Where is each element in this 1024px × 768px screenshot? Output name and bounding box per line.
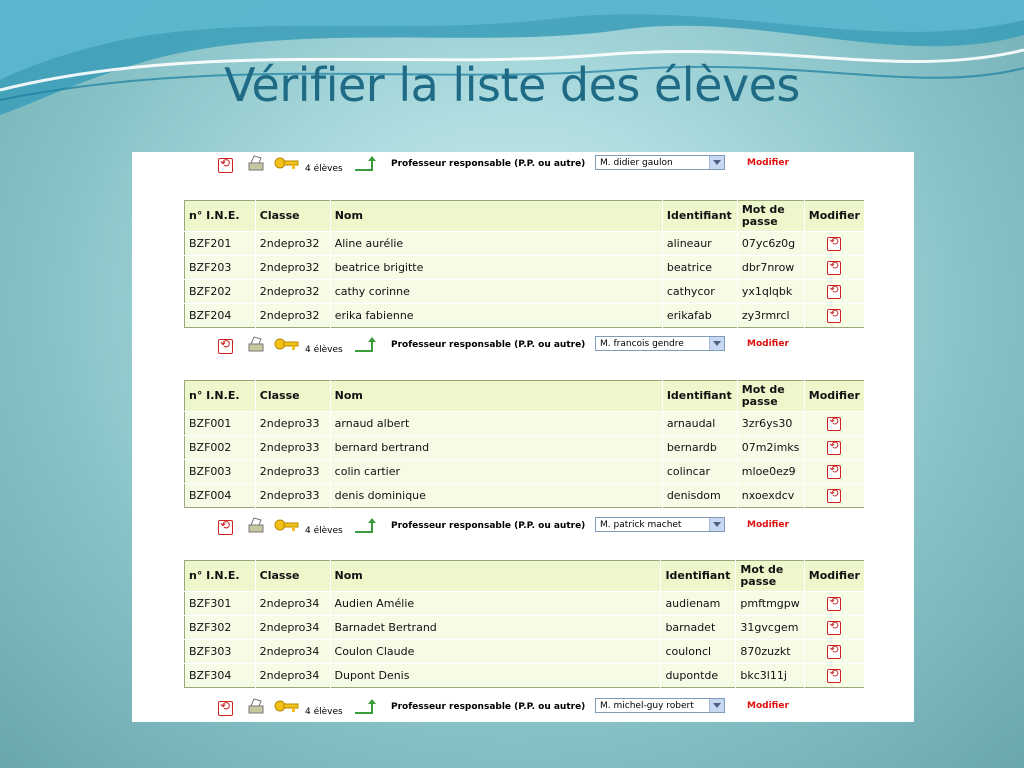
print-icon[interactable] — [246, 336, 266, 354]
cell-nom: Barnadet Bertrand — [330, 616, 661, 640]
edit-icon[interactable] — [827, 309, 841, 323]
prof-select[interactable]: M. didier gaulon — [595, 155, 725, 170]
key-icon[interactable] — [274, 156, 300, 172]
cell-ine: BZF301 — [185, 592, 256, 616]
cell-mdp: 07m2imks — [737, 436, 804, 460]
key-icon[interactable] — [274, 699, 300, 715]
cell-identifiant: cathycor — [662, 280, 737, 304]
cell-nom: arnaud albert — [330, 412, 662, 436]
edit-icon[interactable] — [827, 237, 841, 251]
refresh-icon[interactable] — [218, 701, 233, 716]
cell-nom: Coulon Claude — [330, 640, 661, 664]
col-identifiant: Identifiant — [661, 561, 736, 592]
prof-label: Professeur responsable (P.P. ou autre) — [391, 159, 586, 169]
prof-select[interactable]: M. patrick machet — [595, 517, 725, 532]
cell-mdp: nxoexdcv — [737, 484, 804, 508]
cell-ine: BZF002 — [185, 436, 256, 460]
cell-classe: 2ndepro32 — [255, 280, 330, 304]
refresh-icon[interactable] — [218, 339, 233, 354]
cell-classe: 2ndepro33 — [255, 460, 330, 484]
cell-modifier — [804, 436, 864, 460]
table-row — [185, 460, 865, 484]
cell-classe: 2ndepro34 — [255, 664, 330, 688]
edit-icon[interactable] — [827, 417, 841, 431]
student-count: 4 élèves — [305, 345, 343, 355]
col-mdp: Mot de passe — [737, 201, 804, 232]
cell-classe: 2ndepro32 — [255, 256, 330, 280]
arrow-up-icon[interactable] — [354, 337, 378, 353]
col-ine: n° I.N.E. — [185, 381, 256, 412]
edit-icon[interactable] — [827, 597, 841, 611]
col-ine: n° I.N.E. — [185, 561, 256, 592]
edit-icon[interactable] — [827, 261, 841, 275]
table-row — [185, 616, 865, 640]
cell-mdp: 870zuzkt — [736, 640, 804, 664]
cell-modifier — [804, 484, 864, 508]
cell-classe: 2ndepro33 — [255, 436, 330, 460]
cell-identifiant: dupontde — [661, 664, 736, 688]
toolbar — [132, 333, 914, 359]
table-row — [185, 484, 865, 508]
chevron-down-icon[interactable] — [709, 156, 724, 169]
col-nom: Nom — [330, 561, 661, 592]
prof-select[interactable]: M. francois gendre — [595, 336, 725, 351]
col-classe: Classe — [255, 561, 330, 592]
student-count: 4 élèves — [305, 526, 343, 536]
cell-modifier — [804, 592, 864, 616]
cell-modifier — [804, 256, 864, 280]
col-nom: Nom — [330, 381, 662, 412]
toolbar — [132, 514, 914, 540]
cell-mdp: bkc3l11j — [736, 664, 804, 688]
col-modifier: Modifier — [804, 561, 864, 592]
col-mdp: Mot de passe — [736, 561, 804, 592]
table-row — [185, 592, 865, 616]
col-modifier: Modifier — [804, 381, 864, 412]
cell-nom: Dupont Denis — [330, 664, 661, 688]
cell-nom: cathy corinne — [330, 280, 662, 304]
col-identifiant: Identifiant — [662, 201, 737, 232]
cell-nom: Aline aurélie — [330, 232, 662, 256]
prof-label: Professeur responsable (P.P. ou autre) — [391, 521, 586, 531]
cell-identifiant: bernardb — [662, 436, 737, 460]
cell-classe: 2ndepro33 — [255, 484, 330, 508]
cell-classe: 2ndepro33 — [255, 412, 330, 436]
key-icon[interactable] — [274, 337, 300, 353]
cell-modifier — [804, 232, 864, 256]
toolbar — [132, 695, 914, 721]
arrow-up-icon[interactable] — [354, 518, 378, 534]
cell-ine: BZF203 — [185, 256, 256, 280]
cell-identifiant: alineaur — [662, 232, 737, 256]
cell-nom: Audien Amélie — [330, 592, 661, 616]
table-header-row — [185, 561, 865, 592]
edit-icon[interactable] — [827, 441, 841, 455]
cell-classe: 2ndepro32 — [255, 304, 330, 328]
table-row — [185, 664, 865, 688]
print-icon[interactable] — [246, 155, 266, 173]
edit-icon[interactable] — [827, 669, 841, 683]
table-row — [185, 412, 865, 436]
cell-modifier — [804, 664, 864, 688]
cell-modifier — [804, 460, 864, 484]
cell-mdp: 07yc6z0g — [737, 232, 804, 256]
table-row — [185, 280, 865, 304]
cell-classe: 2ndepro34 — [255, 616, 330, 640]
cell-identifiant: colincar — [662, 460, 737, 484]
cell-ine: BZF001 — [185, 412, 256, 436]
cell-ine: BZF202 — [185, 280, 256, 304]
student-count: 4 élèves — [305, 164, 343, 174]
arrow-up-icon[interactable] — [354, 156, 378, 172]
cell-identifiant: barnadet — [661, 616, 736, 640]
chevron-down-icon[interactable] — [709, 518, 724, 531]
prof-label: Professeur responsable (P.P. ou autre) — [391, 702, 586, 712]
students-table — [184, 380, 865, 508]
table-header-row — [185, 381, 865, 412]
edit-icon[interactable] — [827, 621, 841, 635]
table-row — [185, 436, 865, 460]
cell-nom: denis dominique — [330, 484, 662, 508]
cell-mdp: yx1qlqbk — [737, 280, 804, 304]
col-classe: Classe — [255, 381, 330, 412]
table-header-row — [185, 201, 865, 232]
modify-link[interactable]: Modifier — [747, 158, 789, 168]
students-table — [184, 560, 865, 688]
cell-ine: BZF303 — [185, 640, 256, 664]
cell-ine: BZF302 — [185, 616, 256, 640]
slide-title: Vérifier la liste des élèves — [224, 58, 800, 112]
table-row — [185, 256, 865, 280]
cell-nom: bernard bertrand — [330, 436, 662, 460]
col-mdp: Mot de passe — [737, 381, 804, 412]
arrow-up-icon[interactable] — [354, 699, 378, 715]
cell-nom: colin cartier — [330, 460, 662, 484]
cell-identifiant: denisdom — [662, 484, 737, 508]
student-list-panel — [132, 152, 914, 722]
prof-select[interactable]: M. michel-guy robert — [595, 698, 725, 713]
col-classe: Classe — [255, 201, 330, 232]
refresh-icon[interactable] — [218, 520, 233, 535]
cell-identifiant: erikafab — [662, 304, 737, 328]
edit-icon[interactable] — [827, 285, 841, 299]
cell-ine: BZF003 — [185, 460, 256, 484]
key-icon[interactable] — [274, 518, 300, 534]
cell-classe: 2ndepro34 — [255, 640, 330, 664]
cell-ine: BZF201 — [185, 232, 256, 256]
table-row — [185, 232, 865, 256]
edit-icon[interactable] — [827, 489, 841, 503]
print-icon[interactable] — [246, 698, 266, 716]
cell-modifier — [804, 412, 864, 436]
cell-mdp: pmftmgpw — [736, 592, 804, 616]
cell-identifiant: beatrice — [662, 256, 737, 280]
edit-icon[interactable] — [827, 465, 841, 479]
cell-mdp: zy3rmrcl — [737, 304, 804, 328]
cell-modifier — [804, 616, 864, 640]
cell-nom: beatrice brigitte — [330, 256, 662, 280]
print-icon[interactable] — [246, 517, 266, 535]
cell-identifiant: arnaudal — [662, 412, 737, 436]
students-table — [184, 200, 865, 328]
cell-nom: erika fabienne — [330, 304, 662, 328]
cell-mdp: 31gvcgem — [736, 616, 804, 640]
modify-link[interactable]: Modifier — [747, 520, 789, 530]
cell-modifier — [804, 304, 864, 328]
cell-ine: BZF004 — [185, 484, 256, 508]
modify-link[interactable]: Modifier — [747, 339, 789, 349]
cell-identifiant: couloncl — [661, 640, 736, 664]
edit-icon[interactable] — [827, 645, 841, 659]
student-count: 4 élèves — [305, 707, 343, 717]
col-nom: Nom — [330, 201, 662, 232]
cell-modifier — [804, 640, 864, 664]
modify-link[interactable]: Modifier — [747, 701, 789, 711]
cell-ine: BZF204 — [185, 304, 256, 328]
cell-classe: 2ndepro32 — [255, 232, 330, 256]
cell-mdp: mloe0ez9 — [737, 460, 804, 484]
prof-label: Professeur responsable (P.P. ou autre) — [391, 340, 586, 350]
table-row — [185, 304, 865, 328]
toolbar — [132, 152, 914, 178]
cell-identifiant: audienam — [661, 592, 736, 616]
cell-classe: 2ndepro34 — [255, 592, 330, 616]
refresh-icon[interactable] — [218, 158, 233, 173]
col-ine: n° I.N.E. — [185, 201, 256, 232]
cell-ine: BZF304 — [185, 664, 256, 688]
chevron-down-icon[interactable] — [709, 337, 724, 350]
col-modifier: Modifier — [804, 201, 864, 232]
cell-mdp: dbr7nrow — [737, 256, 804, 280]
chevron-down-icon[interactable] — [709, 699, 724, 712]
col-identifiant: Identifiant — [662, 381, 737, 412]
cell-mdp: 3zr6ys30 — [737, 412, 804, 436]
table-row — [185, 640, 865, 664]
cell-modifier — [804, 280, 864, 304]
